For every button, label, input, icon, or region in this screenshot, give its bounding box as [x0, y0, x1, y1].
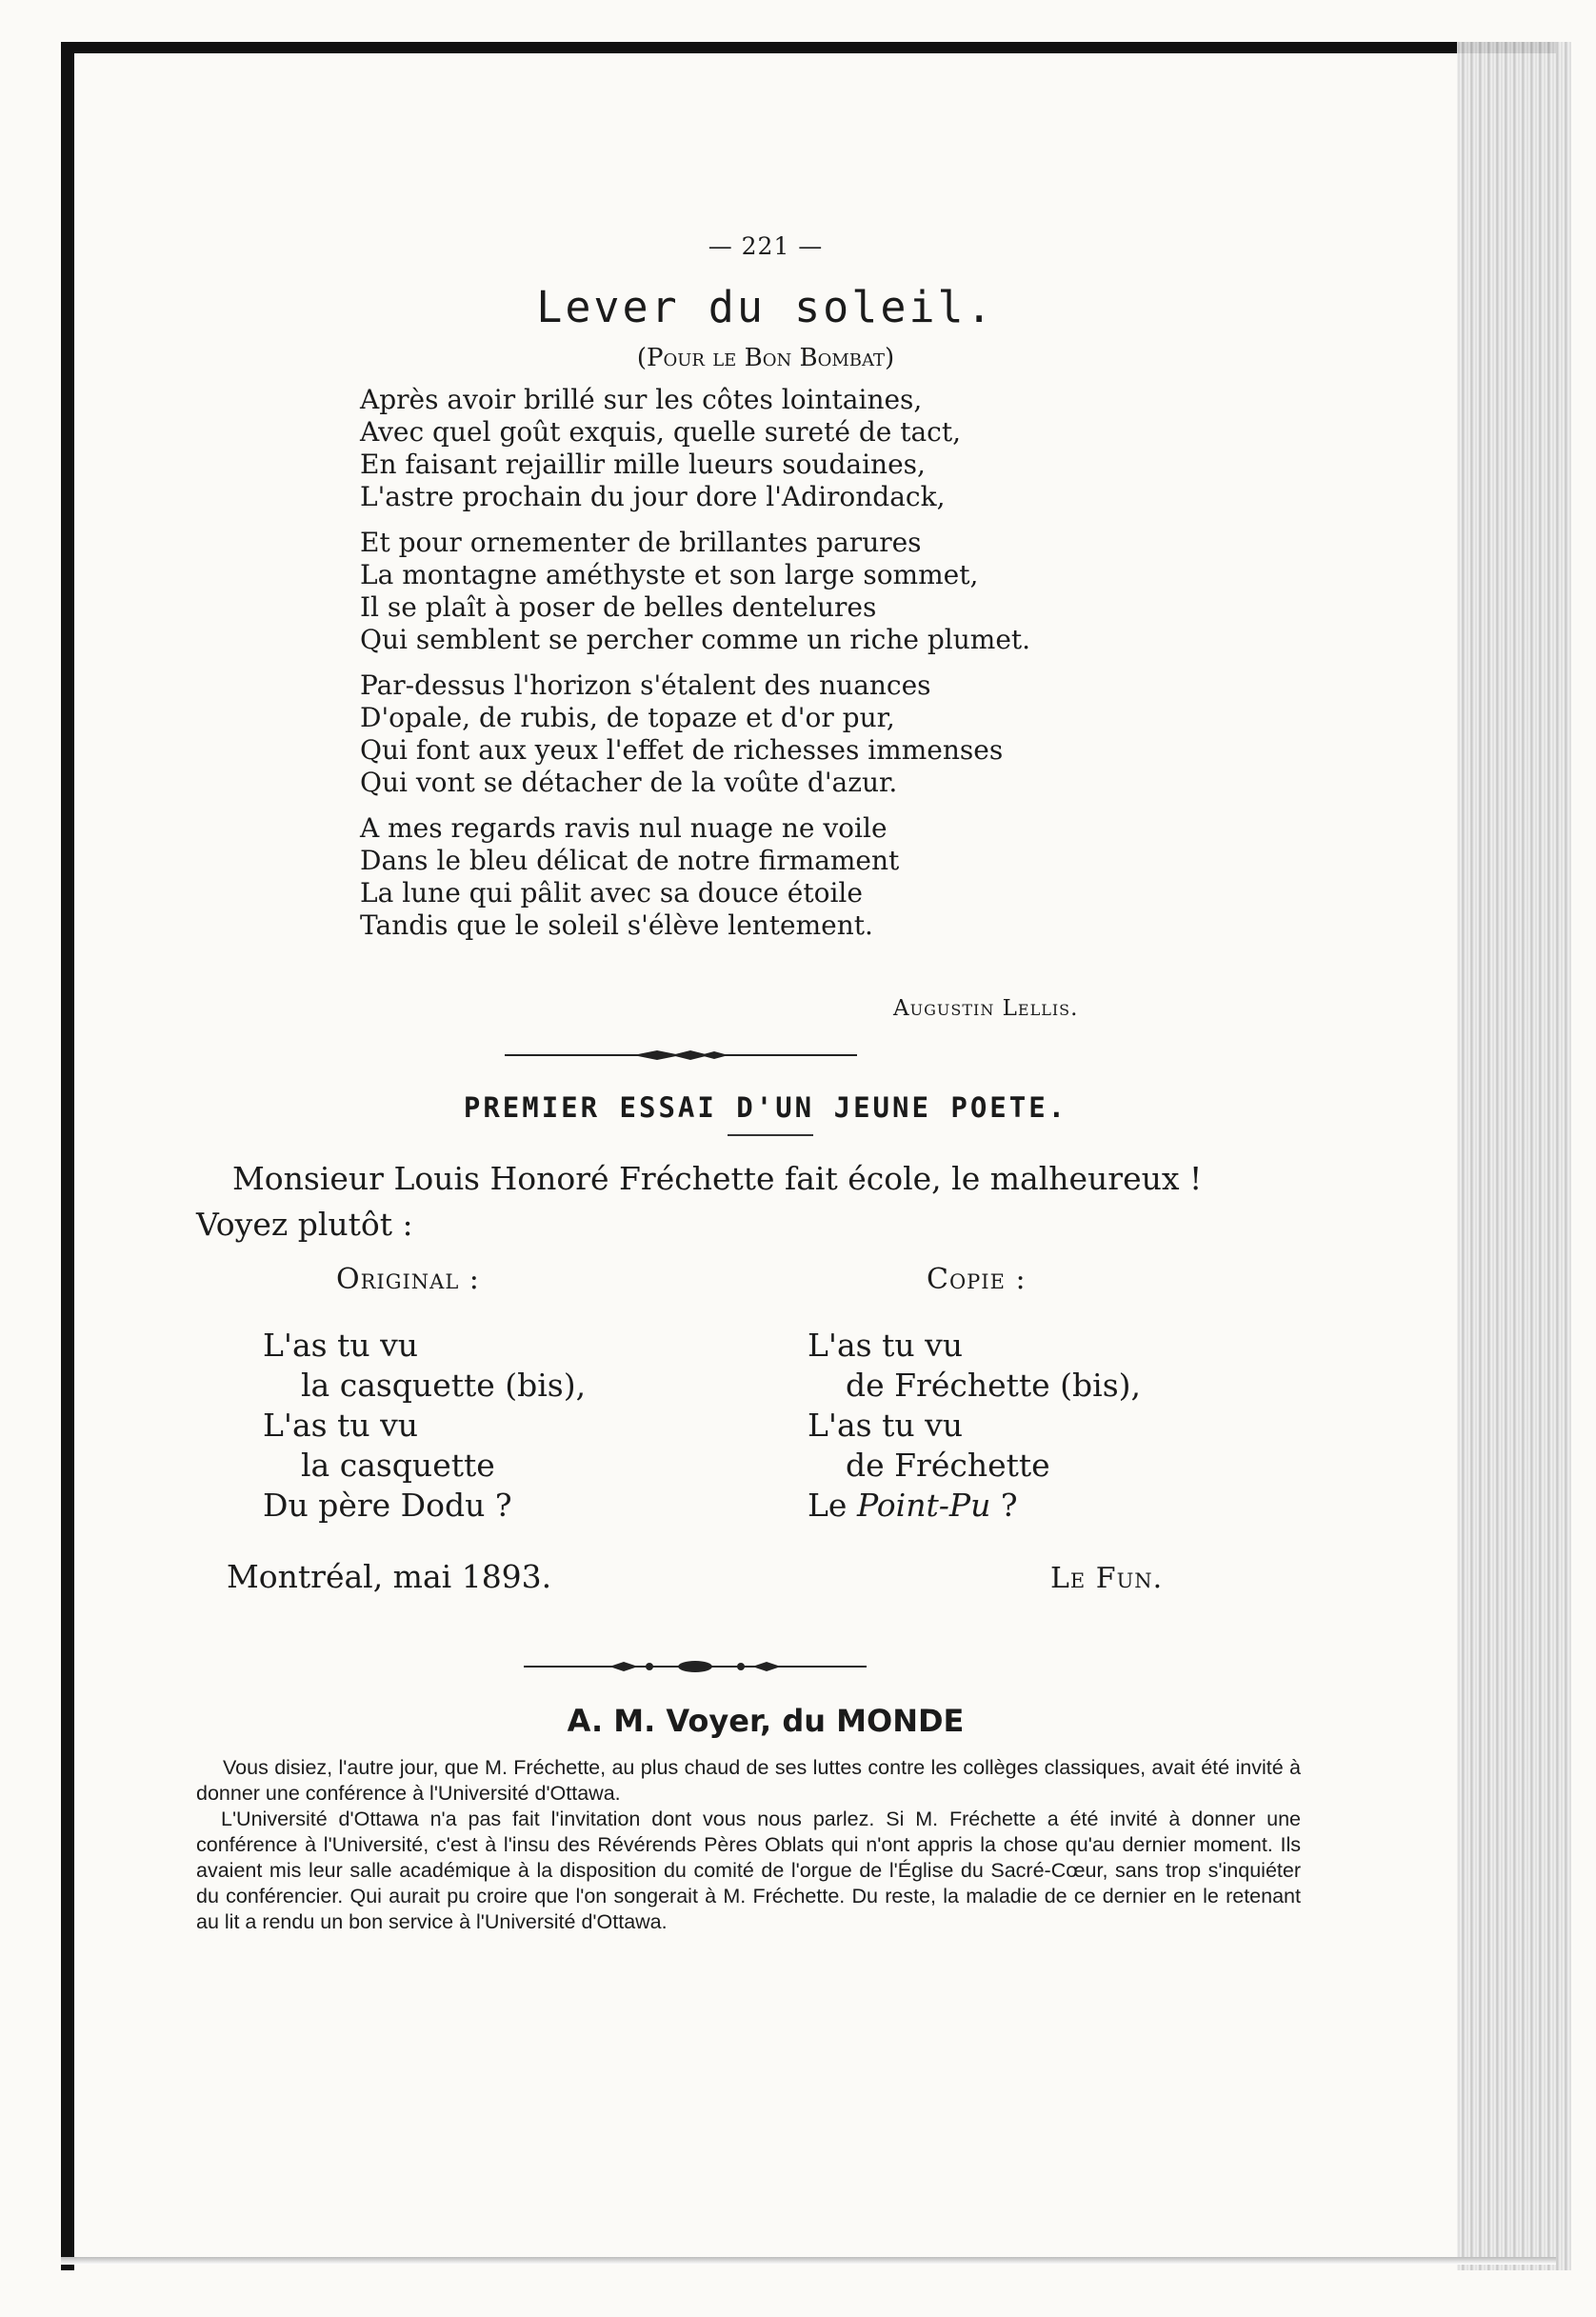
copy-heading: Copie :	[927, 1263, 1027, 1296]
poem-line: Tandis que le soleil s'élève lentement.	[360, 909, 873, 941]
page-number: — 221 —	[708, 232, 824, 260]
essay-title-rule	[728, 1134, 813, 1136]
scan-border-bottom	[61, 2257, 1556, 2265]
letter-paragraph-2: L'Université d'Ottawa n'a pas fait l'invitation dont vous nous parlez. Si M. Fréchette a été invité à donner une conférence à l'Université, c'est à l'insu des Révérends Pères Oblats qui n'ont appris la chose qu'au dernier moment. Ils avaient mis leur salle académique à la disposition du comité de l'orgue de l'Église du Sacré-Cœur, sans trop s'inquiéter du conférencier. Qui aurait pu croire que l'on songerait à M. Fréchette. Du reste, la maladie de ce dernier en le retenant au lit a rendu un bon service à l'Université d'Ottawa.	[196, 1808, 1301, 1933]
poem-line: Par-dessus l'horizon s'étalent des nuances	[360, 669, 931, 701]
essay-signature: Le Fun.	[1050, 1562, 1164, 1595]
original-verse	[263, 1326, 586, 1526]
poem-author: Augustin Lellis.	[893, 996, 1079, 1021]
poem-stanza-4	[360, 812, 1217, 942]
letter-body	[196, 1755, 1301, 1935]
verse-prefix: Le	[808, 1487, 857, 1524]
original-heading: Original :	[336, 1263, 480, 1296]
verse-line: la casquette	[301, 1447, 495, 1484]
poem-line: En faisant rejaillir mille lueurs soudaines,	[360, 449, 926, 480]
poem-line: La montagne améthyste et son large sommet,	[360, 559, 979, 590]
section-divider-ornament	[505, 1046, 857, 1065]
verse-line: L'as tu vu	[263, 1327, 418, 1364]
poem-line: L'astre prochain du jour dore l'Adirondack,	[360, 481, 946, 512]
verse-line: L'as tu vu	[808, 1327, 963, 1364]
poem-line: Il se plaît à poser de belles dentelures	[360, 591, 877, 623]
poem-stanza-3	[360, 669, 1217, 799]
verse-line: la casquette (bis),	[301, 1367, 587, 1404]
poem-line: Avec quel goût exquis, quelle sureté de tact,	[360, 416, 962, 448]
essay-intro-line-1: Monsieur Louis Honoré Fréchette fait école, le malheureux !	[232, 1160, 1203, 1197]
verse-italic-point-pu: Point-Pu	[856, 1487, 991, 1524]
essay-title: PREMIER ESSAI D'UN JEUNE POETE.	[463, 1091, 1068, 1124]
poem-stanza-2	[360, 527, 1217, 656]
poem-line: A mes regards ravis nul nuage ne voile	[360, 812, 888, 844]
poem-line: Après avoir brillé sur les côtes lointaines,	[360, 384, 923, 415]
poem-line: D'opale, de rubis, de topaze et d'or pur,	[360, 702, 895, 733]
poem-dedication: (Pour le Bon Bombat)	[636, 344, 895, 372]
verse-line: L'as tu vu	[263, 1407, 418, 1444]
letter-title: A. M. Voyer, du MONDE	[567, 1703, 965, 1739]
verse-line: de Fréchette	[846, 1447, 1050, 1484]
essay-intro-line-2: Voyez plutôt :	[196, 1206, 413, 1243]
poem-stanza-1	[360, 384, 1217, 513]
copy-verse	[808, 1326, 1141, 1526]
scan-border-left	[61, 42, 74, 2270]
verse-suffix: ?	[990, 1487, 1018, 1524]
poem-line: Dans le bleu délicat de notre firmament	[360, 845, 900, 876]
verse-line: de Fréchette (bis),	[846, 1367, 1142, 1404]
letter-paragraph-1: Vous disiez, l'autre jour, que M. Fréchette, au plus chaud de ses luttes contre les collèges classiques, avait été invité à donner une conférence à l'Université d'Ottawa.	[196, 1756, 1301, 1805]
poem-line: La lune qui pâlit avec sa douce étoile	[360, 877, 863, 909]
poem-line: Qui font aux yeux l'effet de richesses immenses	[360, 734, 1004, 766]
verse-line: Du père Dodu ?	[263, 1487, 512, 1524]
section-divider-ornament-2	[524, 1657, 867, 1676]
scan-page-edge-right	[1457, 42, 1571, 2270]
scan-border-top	[61, 42, 1556, 53]
poem-line: Qui semblent se percher comme un riche plumet.	[360, 624, 1031, 655]
poem-line: Et pour ornementer de brillantes parures	[360, 527, 922, 558]
place-date: Montréal, mai 1893.	[227, 1558, 552, 1595]
poem-body	[360, 384, 1217, 955]
verse-line: L'as tu vu	[808, 1407, 963, 1444]
verse-line-last	[808, 1486, 1141, 1526]
document-page	[74, 53, 1457, 2257]
poem-title: Lever du soleil.	[536, 282, 995, 332]
poem-line: Qui vont se détacher de la voûte d'azur.	[360, 767, 898, 798]
